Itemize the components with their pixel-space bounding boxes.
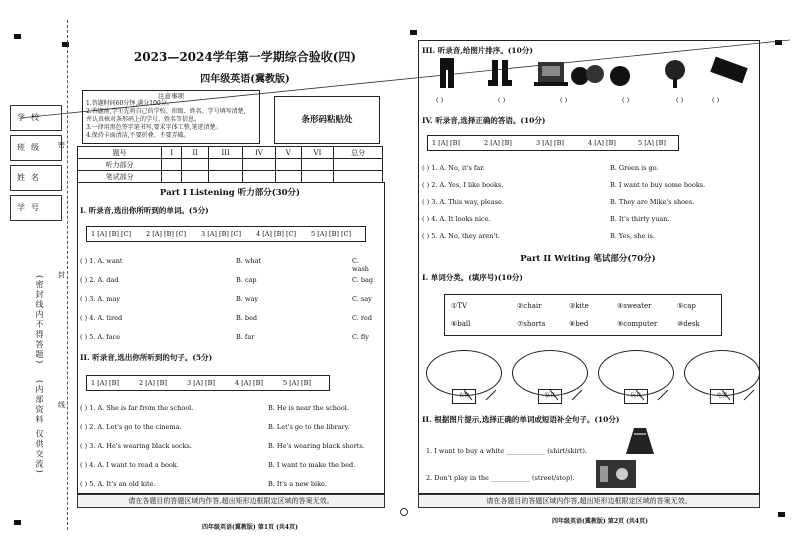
- order-blank[interactable]: ( ): [436, 96, 444, 104]
- order-blank[interactable]: ( ): [498, 96, 506, 104]
- note-line: 2.答题前,学生先将自己的学校、班级、姓名、学号填写清楚,: [86, 108, 246, 115]
- choice-b: B. I want to make the bed.: [268, 461, 356, 469]
- question-title: II. 听录音,选出你所听到的句子。(5分): [80, 353, 213, 362]
- basket-label: 家具: [538, 389, 562, 404]
- exam-title: 2023—2024学年第一学期综合验收(四): [133, 50, 357, 64]
- page-number: 四年级英语(冀教版) 第1页 (共4页): [202, 524, 298, 531]
- choice-a: ( ) 3. A. He's wearing black socks.: [80, 442, 192, 450]
- choice-a: ( ) 1. A. She is far from the school.: [80, 404, 194, 412]
- choice-a: ( ) 3. A. may: [80, 295, 121, 303]
- score-header: I: [162, 147, 182, 159]
- word-bank: [444, 294, 722, 336]
- part1-title: Part I Listening 听力部分(30分): [159, 188, 301, 198]
- order-blank[interactable]: ( ): [676, 96, 684, 104]
- page-number: 四年级英语(冀教版) 第2页 (共4页): [552, 518, 648, 525]
- choice-a: ( ) 2. A. Yes, I like books.: [422, 181, 504, 189]
- balls-icon: [571, 65, 604, 85]
- choice-c: C. wash: [352, 257, 369, 273]
- barcode-label: 条形码粘贴处: [301, 115, 353, 125]
- word-item: ⑤cap: [677, 302, 696, 310]
- answer-bubble-row: [86, 226, 366, 242]
- answer-area-warning: 请在各题目的答题区域内作答,超出矩形边框限定区域的答案无效。: [77, 494, 385, 508]
- seal-char: 密: [58, 141, 65, 149]
- student-number-label: 学号: [17, 203, 45, 212]
- answer-option[interactable]: 2 [A] [B] [C]: [146, 230, 186, 238]
- answer-option[interactable]: 2 [A] [B]: [484, 139, 512, 147]
- choice-b: B. Green is go.: [610, 164, 659, 172]
- answer-option[interactable]: 1 [A] [B] [C]: [91, 230, 131, 238]
- score-header: IV: [243, 147, 276, 159]
- answer-option[interactable]: 4 [A] [B] [C]: [256, 230, 296, 238]
- skirt-icon: [624, 426, 656, 456]
- score-header: III: [209, 147, 243, 159]
- word-item: ⑧bed: [569, 320, 589, 328]
- tree-icon: [665, 60, 685, 88]
- choice-c: C. say: [352, 295, 372, 303]
- school-label: 学校: [17, 113, 45, 122]
- answer-bubble-row: [86, 375, 330, 391]
- exam-subtitle: 四年级英语(冀教版): [200, 74, 290, 85]
- list-item: [422, 232, 752, 249]
- question-title: I. 单词分类。(填序号)(10分): [422, 273, 523, 282]
- answer-option[interactable]: 3 [A] [B]: [187, 379, 215, 387]
- question-title: IV. 听录音,选择正确的答语。(10分): [422, 116, 546, 125]
- answer-option[interactable]: 5 [A] [B]: [638, 139, 666, 147]
- seal-char: 线: [58, 401, 65, 409]
- score-row-label: 笔试部分: [78, 171, 162, 183]
- answer-bubble-row: [427, 135, 679, 151]
- choice-b: B. It's a new bike.: [268, 480, 327, 488]
- right-answer-area: [418, 40, 760, 494]
- q2-rows: [80, 404, 380, 499]
- choice-a: ( ) 1. A. No, it's far.: [422, 164, 485, 172]
- ball-icon: [610, 66, 630, 86]
- class-field[interactable]: [10, 135, 62, 161]
- basket-label: 玩具: [624, 389, 648, 404]
- picture-row: [430, 56, 750, 92]
- basket-label: 衣物: [452, 389, 476, 404]
- choice-b: B. I want to buy some books.: [610, 181, 706, 189]
- street-icon: [596, 460, 636, 488]
- list-item: [80, 257, 375, 276]
- bus-icon: [710, 57, 747, 84]
- seal-notice: (密封线内不得答题): [35, 275, 44, 366]
- score-header: 题号: [78, 147, 162, 159]
- cinema-icon: [534, 62, 568, 86]
- answer-option[interactable]: 5 [A] [B] [C]: [311, 230, 351, 238]
- choice-b: B. far: [236, 333, 255, 341]
- score-header: VI: [301, 147, 334, 159]
- word-item: ②chair: [517, 302, 542, 310]
- list-item: [80, 333, 375, 352]
- answer-option[interactable]: 4 [A] [B]: [588, 139, 616, 147]
- list-item: [422, 215, 752, 232]
- name-label: 姓名: [17, 173, 45, 182]
- note-line: 4.保持卡面清洁,不要折叠、不要弄破。: [86, 132, 190, 139]
- score-header: V: [275, 147, 301, 159]
- word-item: ⑦shorts: [517, 320, 546, 328]
- answer-option[interactable]: 5 [A] [B]: [283, 379, 311, 387]
- choice-c: C. red: [352, 314, 372, 322]
- seal-line: [67, 20, 68, 530]
- choice-a: ( ) 5. A. No, they aren't.: [422, 232, 500, 240]
- basket-label: 电器: [710, 389, 734, 404]
- choice-a: ( ) 4. A. tired: [80, 314, 123, 322]
- choice-b: B. They are Mike's shoes.: [610, 198, 695, 206]
- score-row-label: 听力部分: [78, 159, 162, 171]
- list-item: [422, 164, 752, 181]
- list-item: [80, 423, 380, 442]
- word-item: ③kite: [569, 302, 589, 310]
- choice-c: C. bag: [352, 276, 374, 284]
- word-item: ④sweater: [617, 302, 652, 310]
- word-item: ⑩desk: [677, 320, 700, 328]
- list-item: [80, 295, 375, 314]
- choice-b: B. He's wearing black shorts.: [268, 442, 365, 450]
- notes-box: [82, 90, 260, 144]
- internal-notice: (内部资料 仅供交流): [35, 380, 44, 475]
- choice-a: ( ) 5. A. face: [80, 333, 121, 341]
- word-item: ⑥ball: [451, 320, 471, 328]
- choice-b: B. He is near the school.: [268, 404, 349, 412]
- choice-c: C. fly: [352, 333, 369, 341]
- punch-hole-icon: [400, 508, 408, 516]
- choice-a: ( ) 3. A. This way, please.: [422, 198, 504, 206]
- choice-b: B. way: [236, 295, 259, 303]
- sentence-1: 1. I want to buy a white ____________ (shirt/skirt).: [426, 447, 587, 455]
- name-field[interactable]: [10, 165, 62, 191]
- note-line: 1.答题时间60分钟,满分100分。: [86, 100, 173, 107]
- school-field[interactable]: [10, 105, 62, 131]
- answer-option[interactable]: 1 [A] [B]: [432, 139, 460, 147]
- choice-b: B. cap: [236, 276, 257, 284]
- order-blank[interactable]: ( ): [712, 96, 720, 104]
- list-item: [80, 461, 380, 480]
- choice-b: B. what: [236, 257, 262, 265]
- q1-rows: [80, 257, 375, 352]
- answer-option[interactable]: 3 [A] [B] [C]: [201, 230, 241, 238]
- choice-a: ( ) 5. A. It's an old kite.: [80, 480, 156, 488]
- score-table: [77, 146, 383, 183]
- choice-a: ( ) 1. A. want: [80, 257, 123, 265]
- student-number-field[interactable]: [10, 195, 62, 221]
- class-label: 班级: [17, 143, 45, 152]
- answer-option[interactable]: 2 [A] [B]: [139, 379, 167, 387]
- note-line: 3.一律用黑色签字笔书写,要求字体工整,笔迹清楚。: [86, 124, 222, 131]
- answer-option[interactable]: 4 [A] [B]: [235, 379, 263, 387]
- question-title: II. 根据图片提示,选择正确的单词或短语补全句子。(10分): [422, 415, 620, 424]
- word-item: ①TV: [451, 302, 467, 310]
- answer-area-warning: 请在各题目的答题区域内作答,超出矩形边框限定区域的答案无效。: [418, 494, 760, 508]
- choice-b: B. Let's go to the library.: [268, 423, 350, 431]
- list-item: [422, 181, 752, 198]
- list-item: [80, 314, 375, 333]
- order-blank[interactable]: ( ): [560, 96, 568, 104]
- barcode-area: [274, 96, 380, 144]
- choice-a: ( ) 2. A. dad: [80, 276, 119, 284]
- seal-char: 封: [58, 271, 65, 279]
- choice-a: ( ) 4. A. It looks nice.: [422, 215, 491, 223]
- list-item: [80, 442, 380, 461]
- list-item: [80, 276, 375, 295]
- sentence-2: 2. Don't play in the ____________ (street/stop).: [426, 474, 575, 482]
- part2-title: Part II Writing 笔试部分(70分): [520, 254, 656, 264]
- choice-b: B. bed: [236, 314, 258, 322]
- word-item: ⑨computer: [617, 320, 658, 328]
- q4-rows: [422, 164, 752, 249]
- choice-b: B. Yes, she is.: [610, 232, 655, 240]
- boots-icon: [488, 60, 512, 86]
- notes-title: 注意事项: [158, 92, 184, 100]
- pants-icon: [440, 58, 454, 88]
- choice-a: ( ) 4. A. I want to read a book.: [80, 461, 179, 469]
- note-line: 并认真核对条形码上的学号、姓名等信息。: [86, 116, 201, 123]
- list-item: [80, 404, 380, 423]
- answer-option[interactable]: 3 [A] [B]: [536, 139, 564, 147]
- list-item: [422, 198, 752, 215]
- score-header: 总分: [334, 147, 383, 159]
- student-info-sidebar: [10, 100, 62, 500]
- question-title: III. 听录音,给图片排序。(10分): [422, 46, 533, 55]
- question-title: I. 听录音,选出你所听到的单词。(5分): [80, 206, 209, 215]
- choice-a: ( ) 2. A. Let's go to the cinema.: [80, 423, 182, 431]
- answer-option[interactable]: 1 [A] [B]: [91, 379, 119, 387]
- order-blank[interactable]: ( ): [622, 96, 630, 104]
- choice-b: B. It's thirty yuan.: [610, 215, 670, 223]
- score-header: II: [182, 147, 209, 159]
